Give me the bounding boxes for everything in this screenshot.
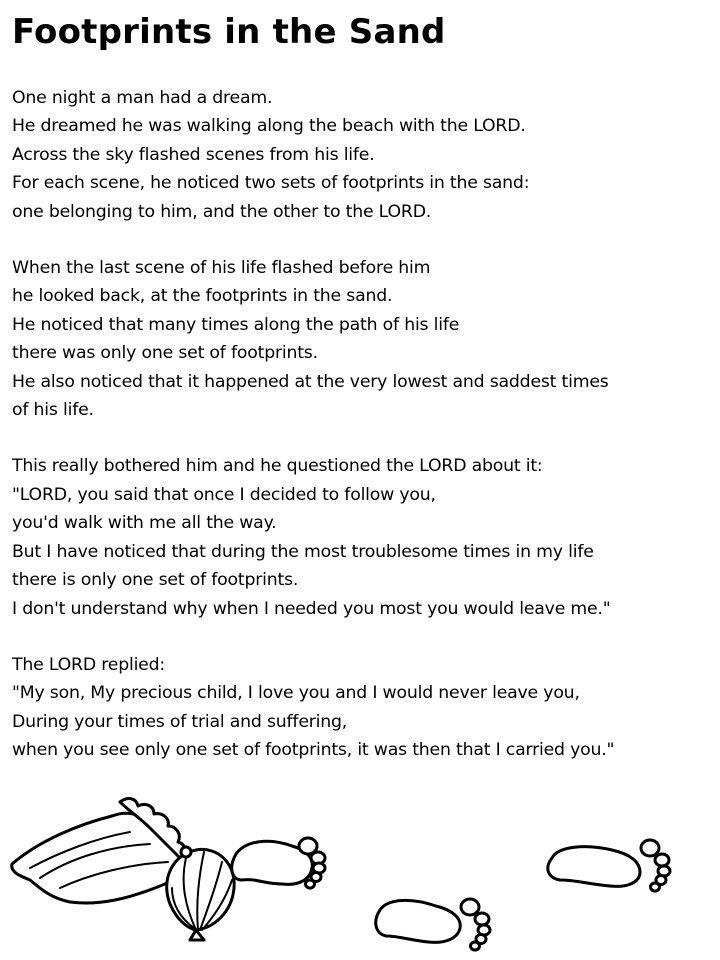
poem-line: there is only one set of footprints.: [12, 570, 299, 591]
conch-shell-icon: [12, 799, 186, 904]
poem-line: when you see only one set of footprints, it was then that I carried you.": [12, 740, 615, 761]
poem-line: During your times of trial and suffering,: [12, 711, 348, 732]
poem-line: One night a man had a dream.: [12, 88, 273, 108]
poem-line: When the last scene of his life flashed before him: [12, 258, 431, 279]
stanza-3: [12, 452, 712, 622]
poem-line: he looked back, at the footprints in the sand.: [12, 286, 393, 307]
beach-illustration: [0, 788, 720, 960]
footprint-icon: [548, 840, 670, 891]
poem-line: He noticed that many times along the path of his life: [12, 314, 460, 335]
poem-line: I don't understand why when I needed you most you would leave me.": [12, 598, 611, 619]
poem-line: For each scene, he noticed two sets of footprints in the sand:: [12, 173, 530, 194]
poem-line: "My son, My precious child, I love you and I would never leave you,: [12, 683, 580, 704]
poem-line: of his life.: [12, 400, 94, 421]
poem-line: one belonging to him, and the other to the LORD.: [12, 201, 432, 222]
footprint-icon: [232, 838, 325, 888]
poem-line: He dreamed he was walking along the beach with the LORD.: [12, 116, 526, 137]
poem-line: there was only one set of footprints.: [12, 343, 318, 364]
stanza-4: [12, 651, 712, 765]
scallop-shell-icon: [167, 847, 234, 940]
footprint-icon: [376, 899, 490, 950]
poem-line: The LORD replied:: [12, 654, 166, 675]
stanza-1: [12, 84, 712, 226]
poem-line: "LORD, you said that once I decided to follow you,: [12, 484, 436, 505]
stanza-2: [12, 254, 712, 424]
poem-line: This really bothered him and he questioned the LORD about it:: [12, 456, 543, 477]
poem-line: He also noticed that it happened at the very lowest and saddest times: [12, 371, 609, 392]
poem-line: you'd walk with me all the way.: [12, 513, 277, 534]
poem-line: Across the sky flashed scenes from his life.: [12, 144, 375, 165]
page-title: Footprints in the Sand: [12, 12, 446, 52]
poem-body: [12, 84, 712, 793]
poem-line: But I have noticed that during the most troublesome times in my life: [12, 541, 594, 562]
